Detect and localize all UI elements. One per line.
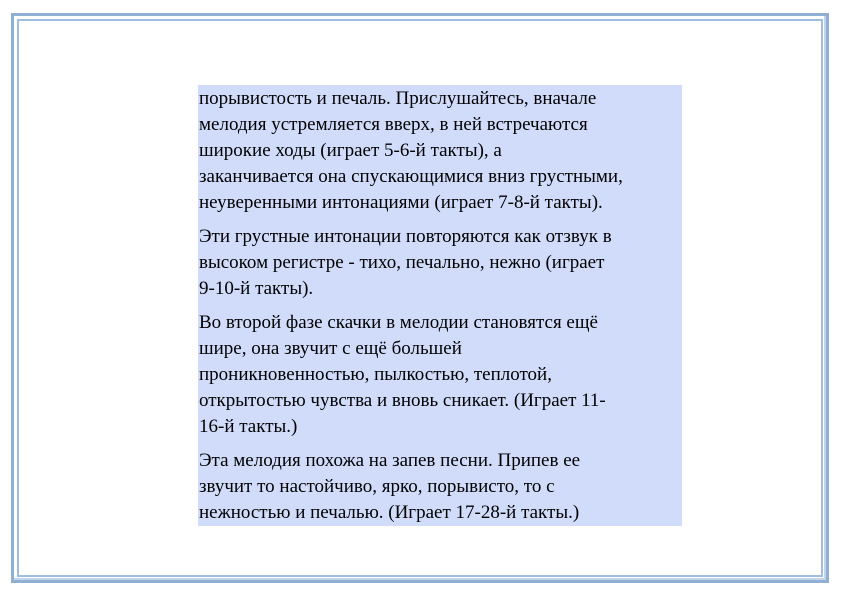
paragraph: Эта мелодия похожа на запев песни. Припев ее звучит то настойчиво, ярко, порывисто, то с нежностью и печалью. (Играет 17-28-й такты.) — [199, 450, 581, 523]
paragraph: Эти грустные интонации повторяются как отзвук в высоком регистре - тихо, печально, нежно (играет 9-10-й такты). — [199, 226, 612, 299]
paragraph: порывистость и печаль. Прислушайтесь, вначале мелодия устремляется вверх, в ней встречаются широкие ходы (играет 5-6-й такты), а заканчивается она спускающимися вниз грустными, неуверенными интонациями (играет 7-8-й такты). — [199, 88, 623, 213]
text-block — [198, 85, 682, 526]
paragraph: Во второй фазе скачки в мелодии становятся ещё шире, она звучит с ещё большей проникновенностью, пылкостью, теплотой, открытостью чувства и вновь сникает. (Играет 11- 16-й такты.) — [199, 312, 606, 437]
